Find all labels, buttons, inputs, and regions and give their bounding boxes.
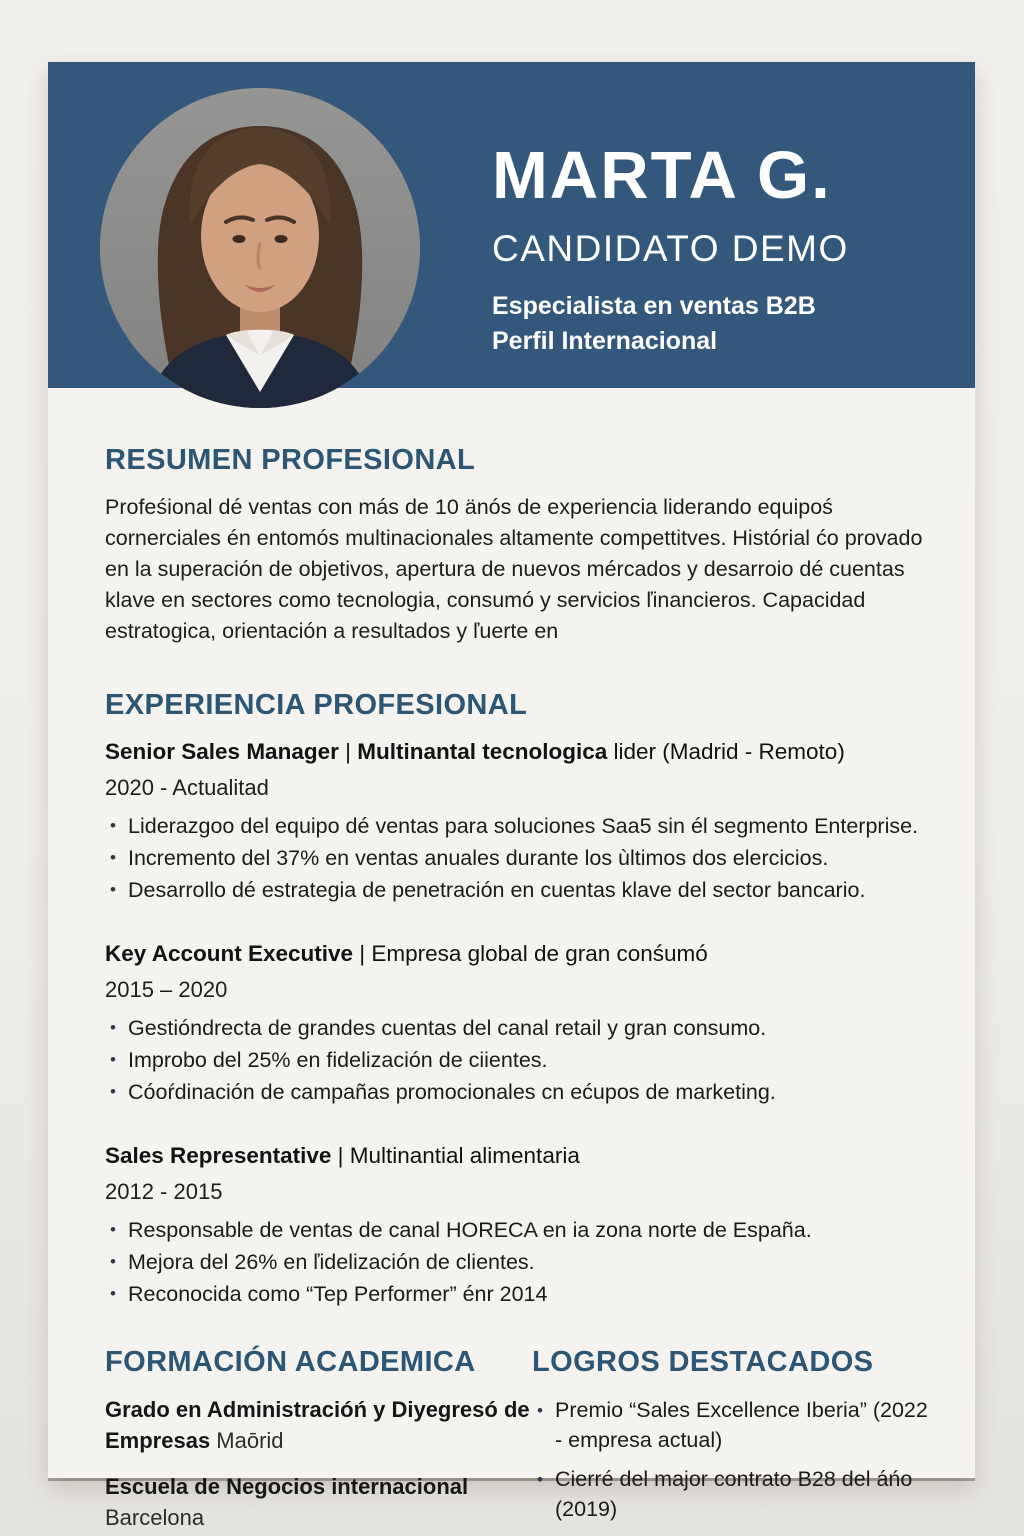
job-title-segment: | — [338, 739, 358, 764]
bullet-dot: • — [110, 816, 116, 835]
bullet-dot: • — [110, 1018, 116, 1037]
logros-column — [532, 1346, 929, 1533]
bullet-text: Improbo del 25% en fidelización de ciientes. — [128, 1048, 548, 1072]
job-title-segment: Senior Sales Manager — [105, 739, 339, 764]
education-segment: Maōrid — [210, 1428, 284, 1453]
job-bullet — [105, 1044, 929, 1076]
bullet-dot: • — [110, 1220, 116, 1239]
job-entry — [105, 939, 929, 1108]
job-title-segment: | Multinantial alimentaria — [331, 1143, 580, 1168]
bullet-dot: • — [110, 1284, 116, 1303]
education-list — [105, 1394, 532, 1533]
job-bullets — [105, 810, 929, 906]
job-dates: 2012 - 2015 — [105, 1179, 223, 1204]
bullet-text: Cierré del major contrato B28 del áńo (2019) — [555, 1467, 913, 1521]
job-title — [105, 737, 929, 767]
bullet-text: Responsable de ventas de canal HORECA en ia zona norte de España. — [128, 1218, 812, 1242]
job-title-segment: lider (Madrid - Remoto) — [607, 739, 845, 764]
job-title-segment: Sales Representative — [105, 1143, 332, 1168]
section-title-experiencia: EXPERIENCIA PROFESIONAL — [105, 689, 528, 721]
bullet-text: Cóoŕdinación de campañas promocionales cn ećupos de marketing. — [128, 1080, 776, 1104]
job-bullets — [105, 1214, 929, 1310]
logro-bullet — [532, 1395, 929, 1455]
logro-bullet — [532, 1464, 929, 1524]
education-entry — [105, 1471, 532, 1533]
candidate-name: MARTA G. — [492, 138, 832, 213]
bullet-dot: • — [110, 1252, 116, 1271]
bullet-text: Incremento del 37% en ventas anuales durante los ùltimos dos elercicios. — [128, 846, 829, 870]
education-segment: Grado en Administracióń y Diyegresó de Empresas — [105, 1397, 530, 1453]
job-title — [105, 1141, 929, 1171]
job-dates: 2020 - Actualitad — [105, 775, 269, 800]
job-bullet — [105, 1012, 929, 1044]
bullet-dot: • — [110, 1050, 116, 1069]
bullet-text: Liderazgoo del equipo dé ventas para soluciones Saa5 sin él segmento Enterprise. — [128, 814, 919, 838]
job-title-segment: Multinantal tecnologica — [357, 739, 608, 764]
education-segment: Barcelona — [105, 1505, 205, 1530]
resumen-paragraph: Profeśional dé ventas con más de 10 änós de experiencia liderando equipoś cornerciales én entomós multinacionales altamente compettitves. Histórial ćo provado en la superación de objetivos, apertura de nuevos mércados y desarroio dé cuentas klave en sectores como tecnologia, consumó y servicios ľinancieros. Capacidad estratogica, orientación a resultados y ľuerte en — [105, 495, 923, 643]
bullet-text: Mejora del 26% en ľidelización de clientes. — [128, 1250, 535, 1274]
job-bullet — [105, 1076, 929, 1108]
job-bullet — [105, 842, 929, 874]
candidate-subtitle: CANDIDATO DEMO — [492, 228, 849, 269]
tagline-profile: Perfil Internacional — [492, 327, 718, 355]
bullet-dot: • — [110, 1082, 116, 1101]
job-bullet — [105, 1278, 929, 1310]
job-title — [105, 939, 929, 969]
bullet-text: Gestióndrecta de grandes cuentas del canal retail y gran consumo. — [128, 1016, 767, 1040]
job-bullet — [105, 874, 929, 906]
education-segment: Escuela de Negocios internacional — [105, 1474, 469, 1499]
bullet-text: Reconocida como “Tep Performer” énr 2014 — [128, 1282, 548, 1306]
job-bullet — [105, 1246, 929, 1278]
portrait-illustration — [100, 88, 420, 408]
job-dates: 2015 – 2020 — [105, 977, 228, 1002]
job-entry — [105, 737, 929, 906]
formacion-column — [105, 1346, 532, 1533]
profile-photo — [100, 88, 420, 408]
bullet-dot: • — [110, 848, 116, 867]
resume-page — [48, 62, 975, 1530]
job-title-segment: | Empresa global de gran conśumó — [353, 941, 708, 966]
header-text-block — [492, 138, 849, 359]
education-entry — [105, 1394, 532, 1456]
resume-body — [48, 444, 975, 1533]
job-bullet — [105, 1214, 929, 1246]
job-title-segment: Key Account Executive — [105, 941, 354, 966]
jobs-list — [105, 737, 929, 1310]
bullet-dot: • — [537, 1470, 543, 1489]
section-title-logros: LOGROS DESTACADOS — [532, 1346, 874, 1378]
job-bullet — [105, 810, 929, 842]
bottom-columns — [105, 1346, 929, 1533]
bullet-dot: • — [110, 880, 116, 899]
bullet-text: Desarrollo dé estrategia de penetración en cuentas klave del sector bancario. — [128, 878, 866, 902]
bullet-dot: • — [537, 1401, 543, 1420]
logros-list — [532, 1395, 929, 1524]
job-bullets — [105, 1012, 929, 1108]
job-entry — [105, 1141, 929, 1310]
bullet-text: Premio “Sales Excellence Iberia” (2022 - empresa actual) — [555, 1398, 928, 1452]
tagline-specialty: Especialista en ventas B2B — [492, 292, 816, 320]
section-title-resumen: RESUMEN PROFESIONAL — [105, 444, 476, 476]
candidate-taglines — [492, 289, 849, 359]
section-title-formacion: FORMACIÓN ACADEMICA — [105, 1346, 476, 1378]
